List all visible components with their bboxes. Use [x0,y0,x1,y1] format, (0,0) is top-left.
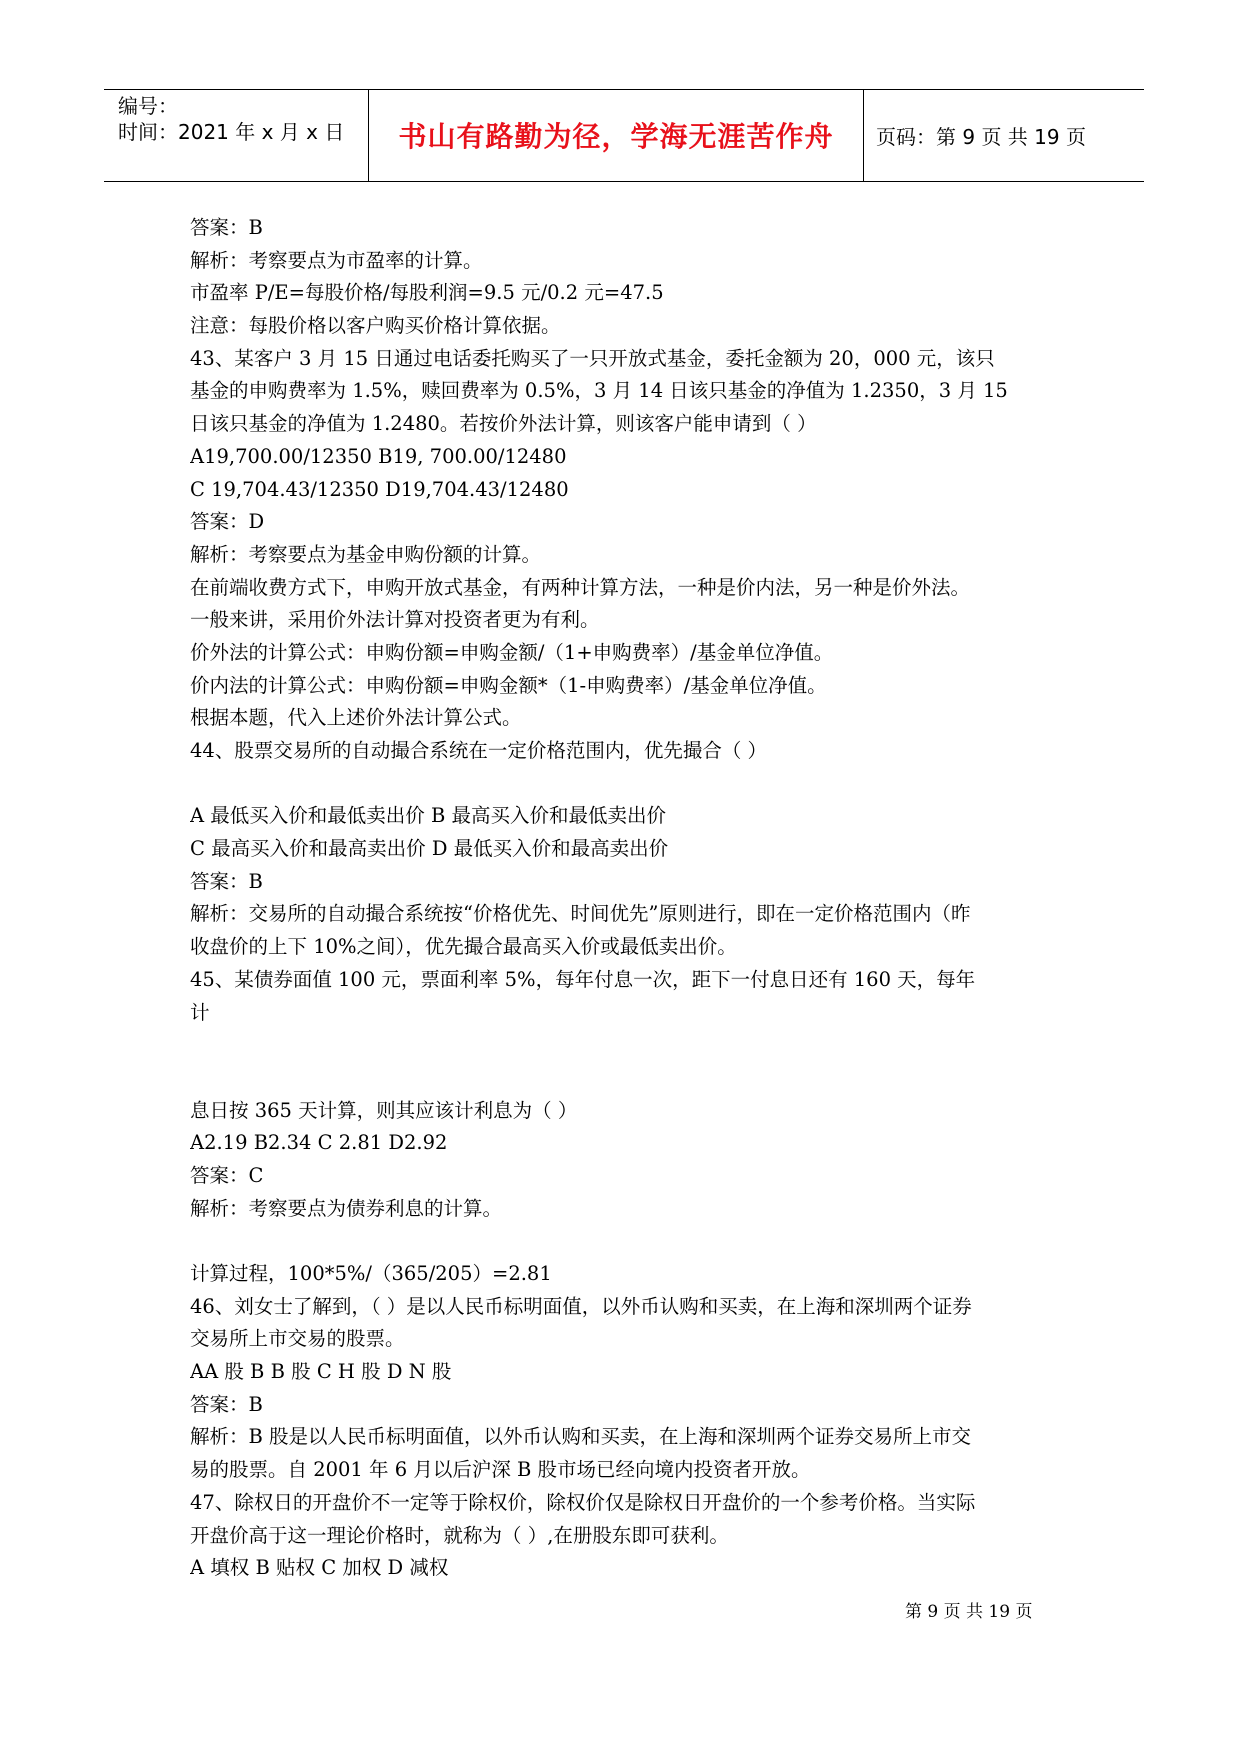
text-line: 答案：B [190,869,263,893]
text-line: 在前端收费方式下，申购开放式基金，有两种计算方法，一种是价内法，另一种是价外法。 [190,575,971,599]
text-line: C 19,704.43/12350 D19,704.43/12480 [190,477,569,501]
text-line: 答案：D [190,510,265,534]
header-slogan-cell [369,90,864,181]
document-body [190,212,1060,1585]
blank-line [190,768,1060,801]
text-line: 注意：每股价格以客户购买价格计算依据。 [190,314,561,338]
text-line: A19,700.00/12350 B19, 700.00/12480 [190,444,567,468]
text-line: 日该只基金的净值为 1.2480。若按价外法计算，则该客户能申请到（ ） [190,412,817,436]
header-info-cell [104,90,369,181]
text-line: A 填权 B 贴权 C 加权 D 减权 [190,1556,449,1580]
text-line: 计 [190,1000,210,1024]
header-slogan: 书山有路勤为径，学海无涯苦作舟 [398,120,834,153]
text-line: 46、刘女士了解到，（ ）是以人民币标明面值，以外币认购和买卖，在上海和深圳两个证券 [190,1294,972,1318]
text-line: 基金的申购费率为 1.5%，赎回费率为 0.5%，3 月 14 日该只基金的净值为 1.2350，3 月 15 [190,379,1008,403]
header-number-label: 编号： [118,94,178,118]
text-line: 价内法的计算公式：申购份额=申购金额*（1-申购费率）/基金单位净值。 [190,673,827,697]
text-line: A 最低买入价和最低卖出价 B 最高买入价和最低卖出价 [190,804,667,828]
blank-line [190,1062,1060,1095]
text-line: 计算过程，100*5%/（365/205）=2.81 [190,1262,552,1285]
text-line: 答案：C [190,1163,264,1187]
text-line: 易的股票。自 2001 年 6 月以后沪深 B 股市场已经向境内投资者开放。 [190,1458,811,1482]
text-line: 价外法的计算公式：申购份额=申购金额/（1+申购费率）/基金单位净值。 [190,640,834,664]
header-page-code: 页码：第 9 页 共 19 页 [876,125,1086,149]
text-line: 答案：B [190,216,263,239]
text-line: 解析：考察要点为债券利息的计算。 [190,1196,503,1220]
text-line: 收盘价的上下 10%之间），优先撮合最高买入价或最低卖出价。 [190,935,737,959]
text-line: A2.19 B2.34 C 2.81 D2.92 [190,1131,448,1155]
text-line: 47、除权日的开盘价不一定等于除权价，除权价仅是除权日开盘价的一个参考价格。当实际 [190,1490,976,1514]
text-line: 45、某债券面值 100 元，票面利率 5%，每年付息一次，距下一付息日还有 160 天，每年 [190,967,976,991]
text-line: 市盈率 P/E=每股价格/每股利润=9.5 元/0.2 元=47.5 [190,281,664,305]
header-page-cell [864,90,1144,181]
text-line: 开盘价高于这一理论价格时，就称为（ ）,在册股东即可获利。 [190,1523,729,1547]
header-time-label: 时间：2021 年 x 月 x 日 [118,120,345,144]
text-line: 解析：考察要点为基金申购份额的计算。 [190,542,542,566]
text-line: C 最高买入价和最高卖出价 D 最低买入价和最高卖出价 [190,837,669,861]
text-line: 44、股票交易所的自动撮合系统在一定价格范围内，优先撮合（ ） [190,739,768,762]
text-line: 答案：B [190,1392,263,1416]
text-line: 解析：交易所的自动撮合系统按“价格优先、时间优先”原则进行，即在一定价格范围内（昨 [190,902,971,926]
text-line: 解析：考察要点为市盈率的计算。 [190,248,483,272]
text-line: 一般来讲，采用价外法计算对投资者更为有利。 [190,608,600,632]
text-line: 交易所上市交易的股票。 [190,1327,405,1351]
text-line: 解析：B 股是以人民币标明面值，以外币认购和买卖，在上海和深圳两个证券交易所上市交 [190,1425,972,1449]
text-line: AA 股 B B 股 C H 股 D N 股 [190,1360,452,1384]
blank-line [190,1029,1060,1062]
page-footer: 第 9 页 共 19 页 [905,1602,1033,1622]
text-line: 43、某客户 3 月 15 日通过电话委托购买了一只开放式基金，委托金额为 20，000 元，该只 [190,346,995,370]
blank-line [190,1225,1060,1258]
document-header [104,89,1144,182]
text-line: 根据本题，代入上述价外法计算公式。 [190,706,522,730]
text-line: 息日按 365 天计算，则其应该计利息为（ ） [190,1098,578,1122]
